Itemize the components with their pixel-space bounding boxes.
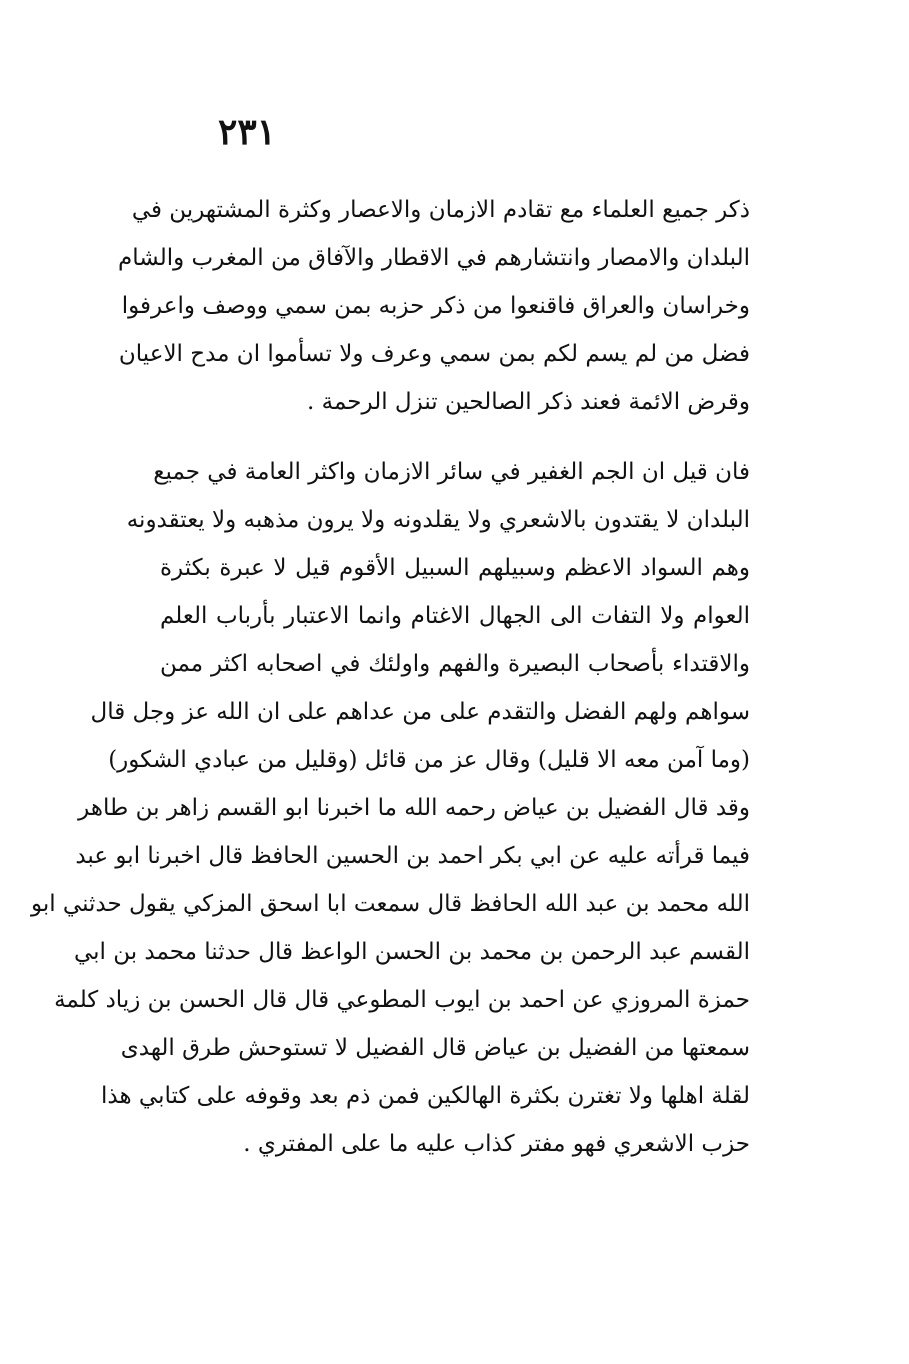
text-line: ذكر جميع العلماء مع تقادم الازمان والاعصار وكثرة المشتهرين في	[131, 197, 750, 223]
paragraph-1	[117, 186, 750, 426]
text-line: حمزة المروزي عن احمد بن ايوب المطوعي قال قال الحسن بن زياد كلمة	[54, 987, 750, 1013]
text-line: حزب الاشعري فهو مفتر كذاب عليه ما على المفتري .	[243, 1131, 750, 1157]
text-line: فان قيل ان الجم الغفير في سائر الازمان واكثر العامة في جميع	[153, 459, 750, 485]
text-line: فيما قرأته عليه عن ابي بكر احمد بن الحسين الحافظ قال اخبرنا ابو عبد	[75, 843, 750, 869]
text-line: (وما آمن معه الا قليل) وقال عز من قائل (وقليل من عبادي الشكور)	[108, 747, 750, 773]
paragraph-2	[30, 448, 750, 1168]
text-line: العوام ولا التفات الى الجهال الاغتام وانما الاعتبار بأرباب العلم	[160, 603, 750, 629]
text-line: وهم السواد الاعظم وسبيلهم السبيل الأقوم قيل لا عبرة بكثرة	[160, 555, 750, 581]
text-line: وقد قال الفضيل بن عياض رحمه الله ما اخبرنا ابو القسم زاهر بن طاهر	[78, 795, 750, 821]
text-line: سمعتها من الفضيل بن عياض قال الفضيل لا تستوحش طرق الهدى	[120, 1035, 750, 1061]
text-line: لقلة اهلها ولا تغترن بكثرة الهالكين فمن ذم بعد وقوفه على كتابي هذا	[101, 1083, 750, 1109]
text-line: وخراسان والعراق فاقنعوا من ذكر حزبه بمن سمي ووصف واعرفوا	[121, 293, 750, 319]
text-line: البلدان لا يقتدون بالاشعري ولا يقلدونه ولا يرون مذهبه ولا يعتقدونه	[126, 507, 750, 533]
text-line: سواهم ولهم الفضل والتقدم على من عداهم على ان الله عز وجل قال	[90, 699, 750, 725]
text-line: الله محمد بن عبد الله الحافظ قال سمعت ابا اسحق المزكي يقول حدثني ابو	[30, 891, 750, 917]
text-line: البلدان والامصار وانتشارهم في الاقطار والآفاق من المغرب والشام	[117, 245, 750, 271]
text-line: وقرض الائمة فعند ذكر الصالحين تنزل الرحمة .	[307, 389, 750, 415]
page-number: ٢٣١	[217, 111, 276, 153]
text-line: القسم عبد الرحمن بن محمد بن الحسن الواعظ قال حدثنا محمد بن ابي	[73, 939, 750, 965]
text-line: والاقتداء بأصحاب البصيرة والفهم واولئك في اصحابه اكثر ممن	[160, 651, 750, 677]
text-line: فضل من لم يسم لكم بمن سمي وعرف ولا تسأموا ان مدح الاعيان	[118, 341, 750, 367]
body-text	[30, 186, 750, 1168]
